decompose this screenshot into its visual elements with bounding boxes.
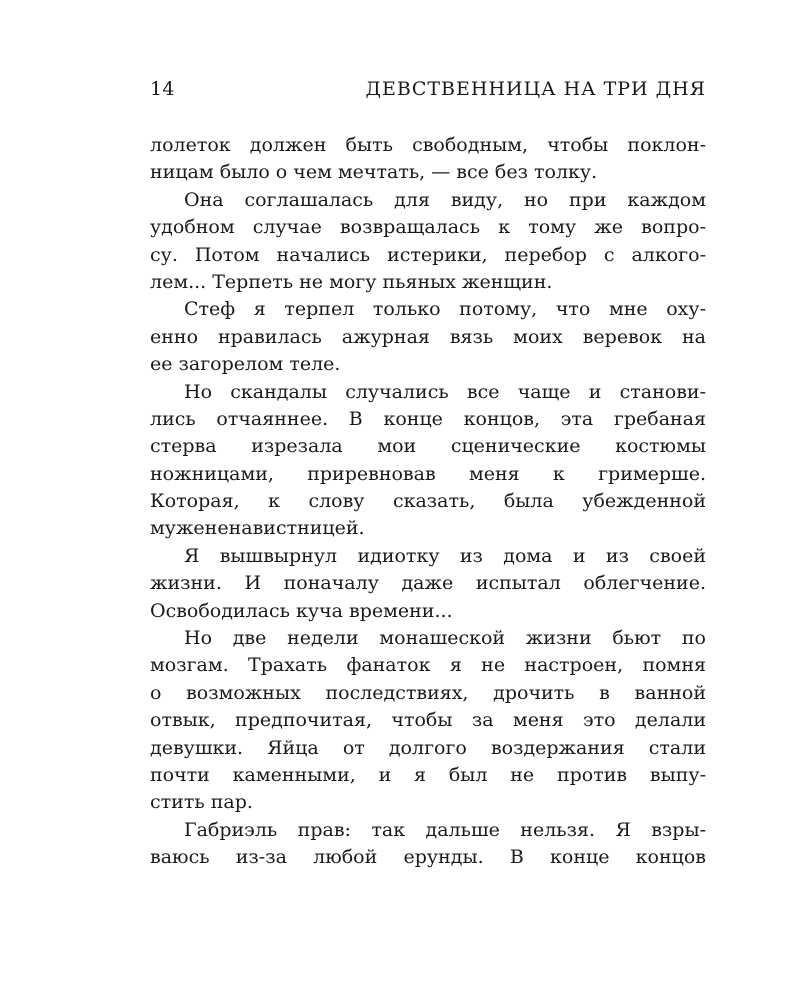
text-line: Стеф я терпел только потому, что мне оху- bbox=[184, 298, 706, 321]
text-line: жизни. И поначалу даже испытал облегчение. bbox=[150, 572, 706, 595]
paragraph bbox=[150, 543, 706, 625]
text-line: Габриэль прав: так дальше нельзя. Я взры- bbox=[184, 818, 706, 841]
text-line: Но скандалы случались все чаще и станови- bbox=[184, 380, 706, 403]
text-line: ножницами, приревновав меня к гримерше. bbox=[150, 462, 706, 485]
text-line: Она соглашалась для виду, но при каждом bbox=[184, 188, 706, 211]
text-line: ницам было о чем мечтать, — все без толку. bbox=[150, 161, 598, 184]
text-line: су. Потом начались истерики, перебор с алкого- bbox=[150, 243, 706, 266]
text-line: Я вышвырнул идиотку из дома и из своей bbox=[184, 544, 706, 567]
page-number: 14 bbox=[150, 78, 175, 100]
paragraph bbox=[150, 817, 706, 872]
text-line: девушки. Яйца от долгого воздержания стали bbox=[150, 736, 706, 759]
text-line: о возможных последствиях, дрочить в ванной bbox=[150, 681, 706, 704]
text-line: мозгам. Трахать фанаток я не настроен, помня bbox=[150, 654, 706, 677]
text-line: отвык, предпочитая, чтобы за меня это делали bbox=[150, 709, 706, 732]
paragraph bbox=[150, 379, 706, 543]
paragraph bbox=[150, 187, 706, 297]
paragraph bbox=[150, 296, 706, 378]
text-line: стерва изрезала мои сценические костюмы bbox=[150, 435, 706, 458]
text-line: лолеток должен быть свободным, чтобы поклон- bbox=[150, 134, 706, 156]
text-line: мужененавистницей. bbox=[150, 517, 365, 540]
paragraph bbox=[150, 132, 706, 187]
text-line: ваюсь из-за любой ерунды. В конце концов bbox=[150, 846, 706, 869]
text-line: Которая, к слову сказать, была убежденной bbox=[150, 490, 706, 513]
text-line: лем... Терпеть не могу пьяных женщин. bbox=[150, 270, 553, 293]
text-line: удобном случае возвращалась к тому же вопро- bbox=[150, 216, 706, 239]
text-line: Но две недели монашеской жизни бьют по bbox=[184, 627, 706, 650]
running-head bbox=[150, 78, 706, 104]
text-line: почти каменными, и я был не против выпу- bbox=[150, 763, 706, 786]
text-line: стить пар. bbox=[150, 791, 253, 814]
paragraph bbox=[150, 625, 706, 817]
book-title: ДЕВСТВЕННИЦА НА ТРИ ДНЯ bbox=[365, 78, 706, 100]
text-line: енно нравилась ажурная вязь моих веревок на bbox=[150, 325, 706, 348]
text-line: ее загорелом теле. bbox=[150, 353, 341, 376]
body-text bbox=[150, 132, 706, 872]
text-line: Освободилась куча времени... bbox=[150, 599, 453, 622]
text-line: лись отчаяннее. В конце концов, эта гребаная bbox=[150, 407, 706, 430]
